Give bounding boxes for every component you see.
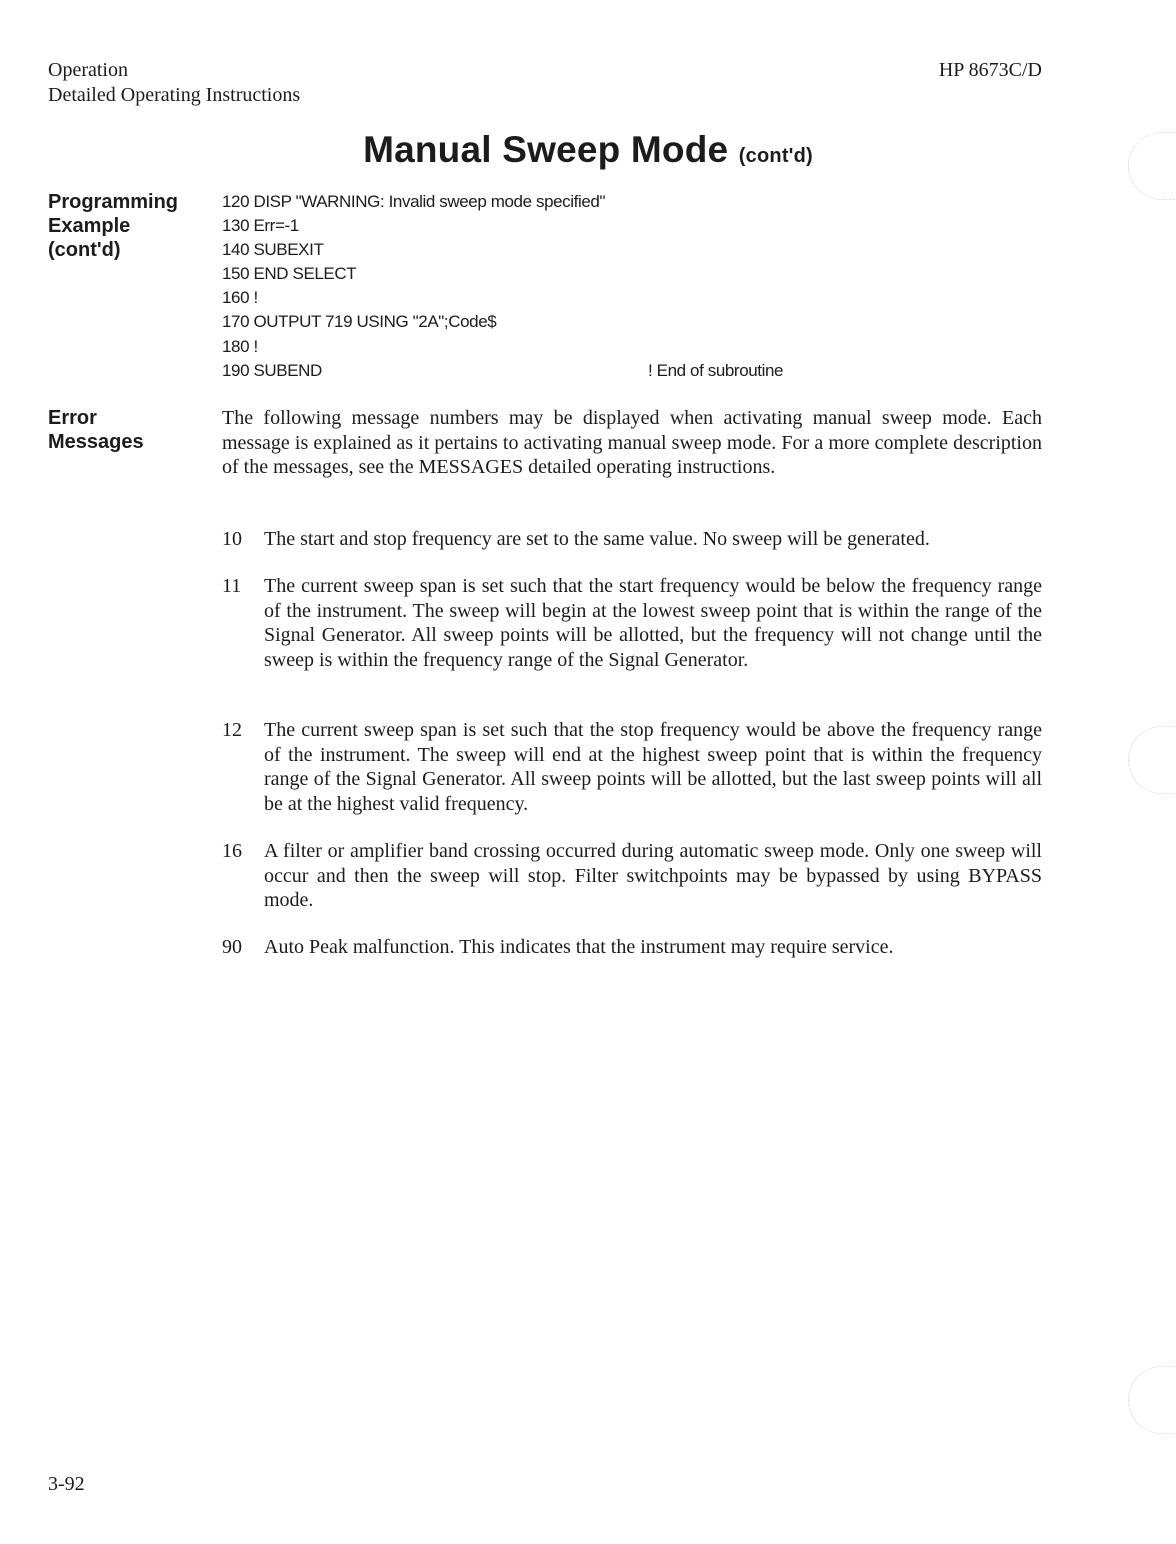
error-number: 12 [222,719,242,741]
code-text: 160 ! [222,288,258,308]
error-message-item [222,527,1042,552]
running-header-left [48,58,300,108]
programming-example-heading [48,190,178,262]
heading-line: Example [48,215,131,237]
code-line [222,310,605,334]
error-intro-paragraph: The following message numbers may be displayed when activating manual sweep mode. Each message is explained as it pertains to activating manual sweep mode. For a more complete description of the messages, see the MESSAGES detailed operating instructions. [222,407,1042,478]
error-number: 11 [222,575,242,597]
page-title [0,126,1176,180]
code-text: 180 ! [222,336,258,356]
page-title-suffix: (cont'd) [738,145,813,167]
code-line [222,335,605,359]
punch-hole-mark [1128,726,1175,794]
header-section: Operation [48,59,128,81]
error-message-item [222,574,1042,672]
error-messages-heading [48,406,144,454]
error-number: 16 [222,840,242,862]
code-line [222,359,784,383]
punch-hole-mark [1128,1366,1175,1434]
error-description: A filter or amplifier band crossing occurred during automatic sweep mode. Only one sweep will occur and then the sweep will stop. Filter switchpoints may be bypassed by using BYPASS mode. [264,840,1042,911]
code-line [222,190,605,214]
error-message-item [222,718,1042,816]
header-subsection: Detailed Operating Instructions [48,84,301,106]
code-text: 150 END SELECT [222,264,357,284]
code-line [222,214,605,238]
error-description: Auto Peak malfunction. This indicates that the instrument may require service. [264,936,894,958]
code-text: 170 OUTPUT 719 USING "2A";Code$ [222,312,497,332]
heading-line: Error [48,407,97,429]
heading-line: Messages [48,431,144,453]
error-message-item [222,935,1042,960]
code-line [222,262,605,286]
code-comment: ! End of subroutine [648,360,784,380]
heading-line: Programming [48,191,179,213]
header-model: HP 8673C/D [938,59,1042,81]
page-title-main: Manual Sweep Mode [363,129,729,170]
code-text: 130 Err=-1 [222,216,299,236]
error-message-item [222,839,1042,913]
code-text: 120 DISP "WARNING: Invalid sweep mode specified" [222,192,606,211]
error-description: The current sweep span is set such that the start frequency would be below the frequency range of the instrument. The sweep will begin at the lowest sweep point that is within the range of the Signal Generator. All sweep points will be allotted, but the frequency will not change until the sweep is within the frequency range of the Signal Generator. [264,575,1042,671]
heading-line: (cont'd) [48,239,121,261]
code-line [222,238,605,262]
error-description: The start and stop frequency are set to the same value. No sweep will be generated. [264,528,930,550]
error-description: The current sweep span is set such that the stop frequency would be above the frequency range of the instrument. The sweep will end at the highest sweep point that is within the frequency range of the Signal Generator. All sweep points will be allotted, but the last sweep points will all be at the highest valid frequency. [264,719,1042,815]
error-number: 10 [222,528,242,550]
code-listing [222,190,784,383]
page-number: 3-92 [48,1473,85,1495]
code-text: 190 SUBEND [222,360,322,380]
code-line [222,286,605,310]
code-text: 140 SUBEXIT [222,240,324,260]
error-number: 90 [222,936,242,958]
